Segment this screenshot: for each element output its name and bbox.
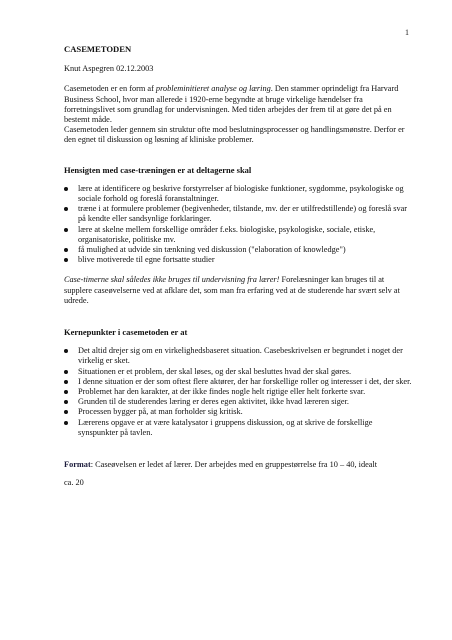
list-item	[64, 407, 414, 417]
list-item-text: få mulighed at udvide sin tænkning ved diskussion ("elaboration of knowledge")	[78, 245, 346, 255]
note-italic: Case-timerne skal således ikke bruges til undervisning fra lærer!	[64, 275, 280, 285]
section-key-heading: Kernepunkter i casemetoden er at	[64, 327, 188, 338]
bullet-icon	[64, 258, 68, 262]
intro-text-1: Casemetoden er en form af	[64, 84, 156, 94]
list-item-text: lære at skelne mellem forskellige områder f.eks. biologiske, psykologiske, sociale, etiske, organisatoriske, politiske mv.	[78, 224, 376, 244]
list-item	[64, 245, 414, 255]
format-label: Format	[64, 460, 91, 470]
section-aim-heading: Hensigten med case-træningen er at deltagerne skal	[64, 164, 252, 175]
list-item	[64, 184, 414, 204]
document-body	[64, 44, 414, 489]
bullet-icon	[64, 421, 68, 425]
bullet-icon	[64, 410, 68, 414]
list-item	[64, 204, 414, 224]
list-item	[64, 255, 414, 265]
intro-italic-phrase: probleminitieret analyse og læring	[155, 84, 271, 94]
intro-paragraph-2: Casemetoden leder gennem sin struktur ofte mod beslutningsprocesser og handlingsmønstre. Derfor er den egnet til diskussion og løsning af kliniske problemer.	[64, 125, 405, 145]
note-paragraph	[64, 275, 414, 306]
list-item	[64, 346, 414, 366]
list-item-text: Grunden til de studerendes læring er deres egen aktivitet, ikke hvad læreren siger.	[78, 397, 349, 407]
bullet-icon	[64, 390, 68, 394]
aim-list	[64, 184, 414, 266]
document-title: CASEMETODEN	[64, 44, 132, 54]
intro-text-2: . Den stammer oprindeligt fra Harvard Business School, hvor man allerede i 1920-erne begyndte at bruge virkelige hændelser fra forretningslivet som grundlag for undervisningen. Med tiden arbejdes der frem til at gøre det på en bestemt måde.	[64, 84, 399, 125]
author-line: Knut Aspegren 02.12.2003	[64, 64, 154, 74]
bullet-icon	[64, 400, 68, 404]
bullet-icon	[64, 248, 68, 252]
intro-paragraph	[64, 84, 414, 125]
format-text: : Caseøvelsen er ledet af lærer. Der arbejdes med en gruppestørrelse fra 10 – 40, idealt	[90, 460, 378, 470]
list-item	[64, 377, 414, 387]
list-item-text: Det altid drejer sig om en virkelighedsbaseret situation. Casebeskrivelsen er begrundet i noget der virkelig er sket.	[78, 346, 403, 366]
list-item-text: Processen bygger på, at man forholder sig kritisk.	[78, 407, 243, 417]
format-paragraph	[64, 460, 414, 470]
list-item	[64, 397, 414, 407]
list-item	[64, 418, 414, 438]
bullet-icon	[64, 228, 68, 232]
bullet-icon	[64, 370, 68, 374]
page-number: 1	[405, 28, 409, 37]
list-item-text: Problemet har den karakter, at der ikke findes nogle helt rigtige eller helt forkerte svar.	[78, 387, 366, 397]
list-item-text: I denne situation er der som oftest flere aktører, der har forskellige roller og interesser i det, der sker.	[78, 376, 412, 386]
key-list	[64, 346, 414, 438]
list-item-text: træne i at formulere problemer (begivenheder, tilstande, mv. der er utilfredstillende) og foreslå svar på kendte eller sandsynlige forklaringer.	[78, 204, 408, 224]
bullet-icon	[64, 380, 68, 384]
list-item	[64, 387, 414, 397]
list-item	[64, 225, 414, 245]
list-item-text: Lærerens opgave er at være katalysator i gruppens diskussion, og at skrive de forskellige synspunkter på tavlen.	[78, 417, 373, 437]
format-continuation: ca. 20	[64, 478, 84, 488]
list-item-text: lære at identificere og beskrive forstyrrelser af biologiske funktioner, sygdomme, psykologiske og sociale forhold og foreslå foranstaltninger.	[78, 183, 404, 204]
list-item-text: blive motiverede til egne fortsatte studier	[78, 255, 215, 265]
bullet-icon	[64, 349, 68, 353]
list-item	[64, 367, 414, 377]
bullet-icon	[64, 187, 68, 191]
note-text: Forelæsninger kan bruges til at supplere caseøvelserne ved at afklare det, som man fra erfaring ved at de studerende har svært selv at udrede.	[64, 275, 400, 305]
bullet-icon	[64, 207, 68, 211]
list-item-text: Situationen er et problem, der skal løses, og der skal besluttes hvad der skal gøres.	[78, 366, 352, 376]
